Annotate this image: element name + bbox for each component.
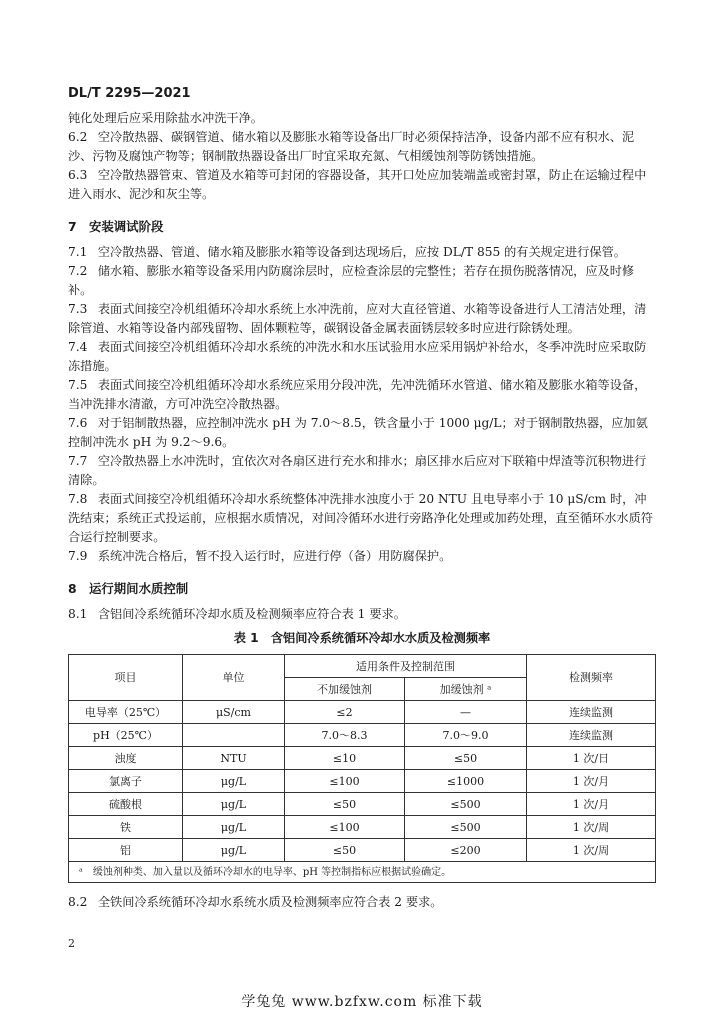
clause-number: 7.6 (68, 416, 88, 430)
cell-frequency: 1 次/月 (527, 770, 656, 793)
cell-unit: μg/L (183, 839, 285, 862)
header-with-inhibitor: 加缓蚀剂 ᵃ (405, 678, 527, 701)
cell-item: pH（25℃） (69, 724, 183, 747)
paragraph-7-8 (68, 490, 656, 547)
cell-no-inhibitor: ≤100 (285, 770, 405, 793)
cell-item: 电导率（25℃） (69, 701, 183, 724)
section-8-title: 8 运行期间水质控制 (68, 581, 189, 596)
cell-frequency: 1 次/周 (527, 816, 656, 839)
paragraph-7-9 (68, 547, 656, 566)
paragraph-text: 空冷散热器上水冲洗时，宜依次对各扇区进行充水和排水；扇区排水后应对下联箱中焊渣等沉积物进行清除。 (68, 454, 647, 487)
document-body (68, 109, 656, 912)
paragraph-text: 空冷散热器管束、管道及水箱等可封闭的容器设备，其开口处应加装端盖或密封罩，防止在运输过程中进入雨水、泥沙和灰尘等。 (68, 168, 647, 201)
table-note-row (69, 862, 656, 883)
watermark-footer: 学兔兔 www.bzfxw.com 标准下载 (241, 994, 483, 1010)
cell-no-inhibitor: 7.0～8.3 (285, 724, 405, 747)
cell-with-inhibitor: 7.0～9.0 (405, 724, 527, 747)
cell-item: 氯离子 (69, 770, 183, 793)
clause-number: 8.2 (68, 895, 88, 909)
header-item: 项目 (69, 655, 183, 701)
cell-no-inhibitor: ≤100 (285, 816, 405, 839)
paragraph-6-3 (68, 166, 656, 204)
paragraph-text: 对于铝制散热器，应控制冲洗水 pH 为 7.0～8.5，铁含量小于 1000 μg/L；对于钢制散热器，应加氨控制冲洗水 pH 为 9.2～9.6。 (68, 416, 648, 449)
clause-number: 6.2 (68, 130, 88, 144)
cell-unit: NTU (183, 747, 285, 770)
cell-frequency: 连续监测 (527, 701, 656, 724)
paragraph-7-1 (68, 243, 656, 262)
header-no-inhibitor: 不加缓蚀剂 (285, 678, 405, 701)
paragraph-text: 储水箱、膨胀水箱等设备采用内防腐涂层时，应检查涂层的完整性；若存在损伤脱落情况，应及时修补。 (68, 264, 635, 297)
paragraph-text: 表面式间接空冷机组循环冷却水系统整体冲洗排水浊度小于 20 NTU 且电导率小于 10 μS/cm 时，冲洗结束；系统正式投运前，应根据水质情况，对间冷循环水进行旁路净化处理或加药处理，直至循环水水质符合运行控制要求。 (68, 492, 653, 544)
clause-number: 7.8 (68, 492, 88, 506)
header-unit: 单位 (183, 655, 285, 701)
table-note: ᵃ 缓蚀剂种类、加入量以及循环冷却水的电导率、pH 等控制指标应根据试验确定。 (69, 862, 656, 883)
paragraph-text: 空冷散热器、管道、储水箱及膨胀水箱等设备到达现场后，应按 DL/T 855 的有关规定进行保管。 (97, 245, 626, 259)
cell-frequency: 1 次/日 (527, 747, 656, 770)
header-conditions: 适用条件及控制范围 (285, 655, 527, 678)
table-row (69, 724, 656, 747)
paragraph-7-6 (68, 414, 656, 452)
clause-number: 7.2 (68, 264, 88, 278)
cell-frequency: 1 次/周 (527, 839, 656, 862)
paragraph-text: 全铁间冷系统循环冷却水系统水质及检测频率应符合表 2 要求。 (97, 895, 443, 909)
table-row (69, 839, 656, 862)
paragraph-7-4 (68, 338, 656, 376)
cell-item: 硫酸根 (69, 793, 183, 816)
paragraph-7-5 (68, 376, 656, 414)
cell-with-inhibitor: ≤200 (405, 839, 527, 862)
cell-with-inhibitor: ≤50 (405, 747, 527, 770)
cell-no-inhibitor: ≤2 (285, 701, 405, 724)
cell-no-inhibitor: ≤10 (285, 747, 405, 770)
paragraph-7-7 (68, 452, 656, 490)
cell-item: 浊度 (69, 747, 183, 770)
paragraph-text: 钝化处理后应采用除盐水冲洗干净。 (68, 111, 263, 125)
header-frequency: 检测频率 (527, 655, 656, 701)
clause-number: 7.5 (68, 378, 88, 392)
table-row (69, 793, 656, 816)
paragraph-text: 表面式间接空冷机组循环冷却水系统上水冲洗前，应对大直径管道、水箱等设备进行人工清洁处理，清除管道、水箱等设备内部残留物、固体颗粒等，碳钢设备金属表面锈层较多时应进行除锈处理。 (68, 302, 647, 335)
paragraph-text: 系统冲洗合格后，暂不投入运行时，应进行停（备）用防腐保护。 (97, 549, 452, 563)
water-quality-table (68, 654, 656, 883)
cell-frequency: 连续监测 (527, 724, 656, 747)
paragraph-8-2 (68, 893, 656, 912)
cell-frequency: 1 次/月 (527, 793, 656, 816)
cell-unit: μg/L (183, 770, 285, 793)
section-7-title: 7 安装调试阶段 (68, 219, 164, 234)
standard-code: DL/T 2295—2021 (68, 86, 191, 101)
cell-item: 铁 (69, 816, 183, 839)
paragraph-text: 含铝间冷系统循环冷却水质及检测频率应符合表 1 要求。 (97, 607, 406, 621)
cell-with-inhibitor: ≤500 (405, 816, 527, 839)
paragraph-text: 表面式间接空冷机组循环冷却水系统的冲洗水和水压试验用水应采用锅炉补给水，冬季冲洗时应采取防冻措施。 (68, 340, 647, 373)
page-number: 2 (68, 937, 75, 950)
table-1-caption: 表 1 含铝间冷系统循环冷却水水质及检测频率 (233, 631, 491, 645)
clause-number: 8.1 (68, 607, 88, 621)
paragraph-text: 空冷散热器、碳钢管道、储水箱以及膨胀水箱等设备出厂时必须保持洁净，设备内部不应有积水、泥沙、污物及腐蚀产物等；钢制散热器设备出厂时宜采取充氮、气相缓蚀剂等防锈蚀措施。 (68, 130, 635, 163)
clause-number: 7.9 (68, 549, 88, 563)
cell-unit: μg/L (183, 816, 285, 839)
table-row (69, 701, 656, 724)
clause-number: 7.4 (68, 340, 88, 354)
cell-unit: μS/cm (183, 701, 285, 724)
cell-unit: μg/L (183, 793, 285, 816)
table-row (69, 816, 656, 839)
cell-with-inhibitor: ≤1000 (405, 770, 527, 793)
table-header-row (69, 655, 656, 678)
paragraph-7-2 (68, 262, 656, 300)
table-row (69, 747, 656, 770)
cell-item: 铝 (69, 839, 183, 862)
clause-number: 6.3 (68, 168, 88, 182)
cell-no-inhibitor: ≤50 (285, 793, 405, 816)
cell-with-inhibitor: — (405, 701, 527, 724)
clause-number: 7.3 (68, 302, 88, 316)
paragraph-text: 表面式间接空冷机组循环冷却水系统应采用分段冲洗，先冲洗循环水管道、储水箱及膨胀水箱等设备，当冲洗排水清澈，方可冲洗空冷散热器。 (68, 378, 647, 411)
paragraph-7-3 (68, 300, 656, 338)
paragraph-6-1-cont (68, 109, 656, 128)
paragraph-8-1 (68, 605, 656, 624)
table-row (69, 770, 656, 793)
paragraph-6-2 (68, 128, 656, 166)
clause-number: 7.7 (68, 454, 88, 468)
cell-with-inhibitor: ≤500 (405, 793, 527, 816)
clause-number: 7.1 (68, 245, 88, 259)
cell-unit (183, 724, 285, 747)
cell-no-inhibitor: ≤50 (285, 839, 405, 862)
